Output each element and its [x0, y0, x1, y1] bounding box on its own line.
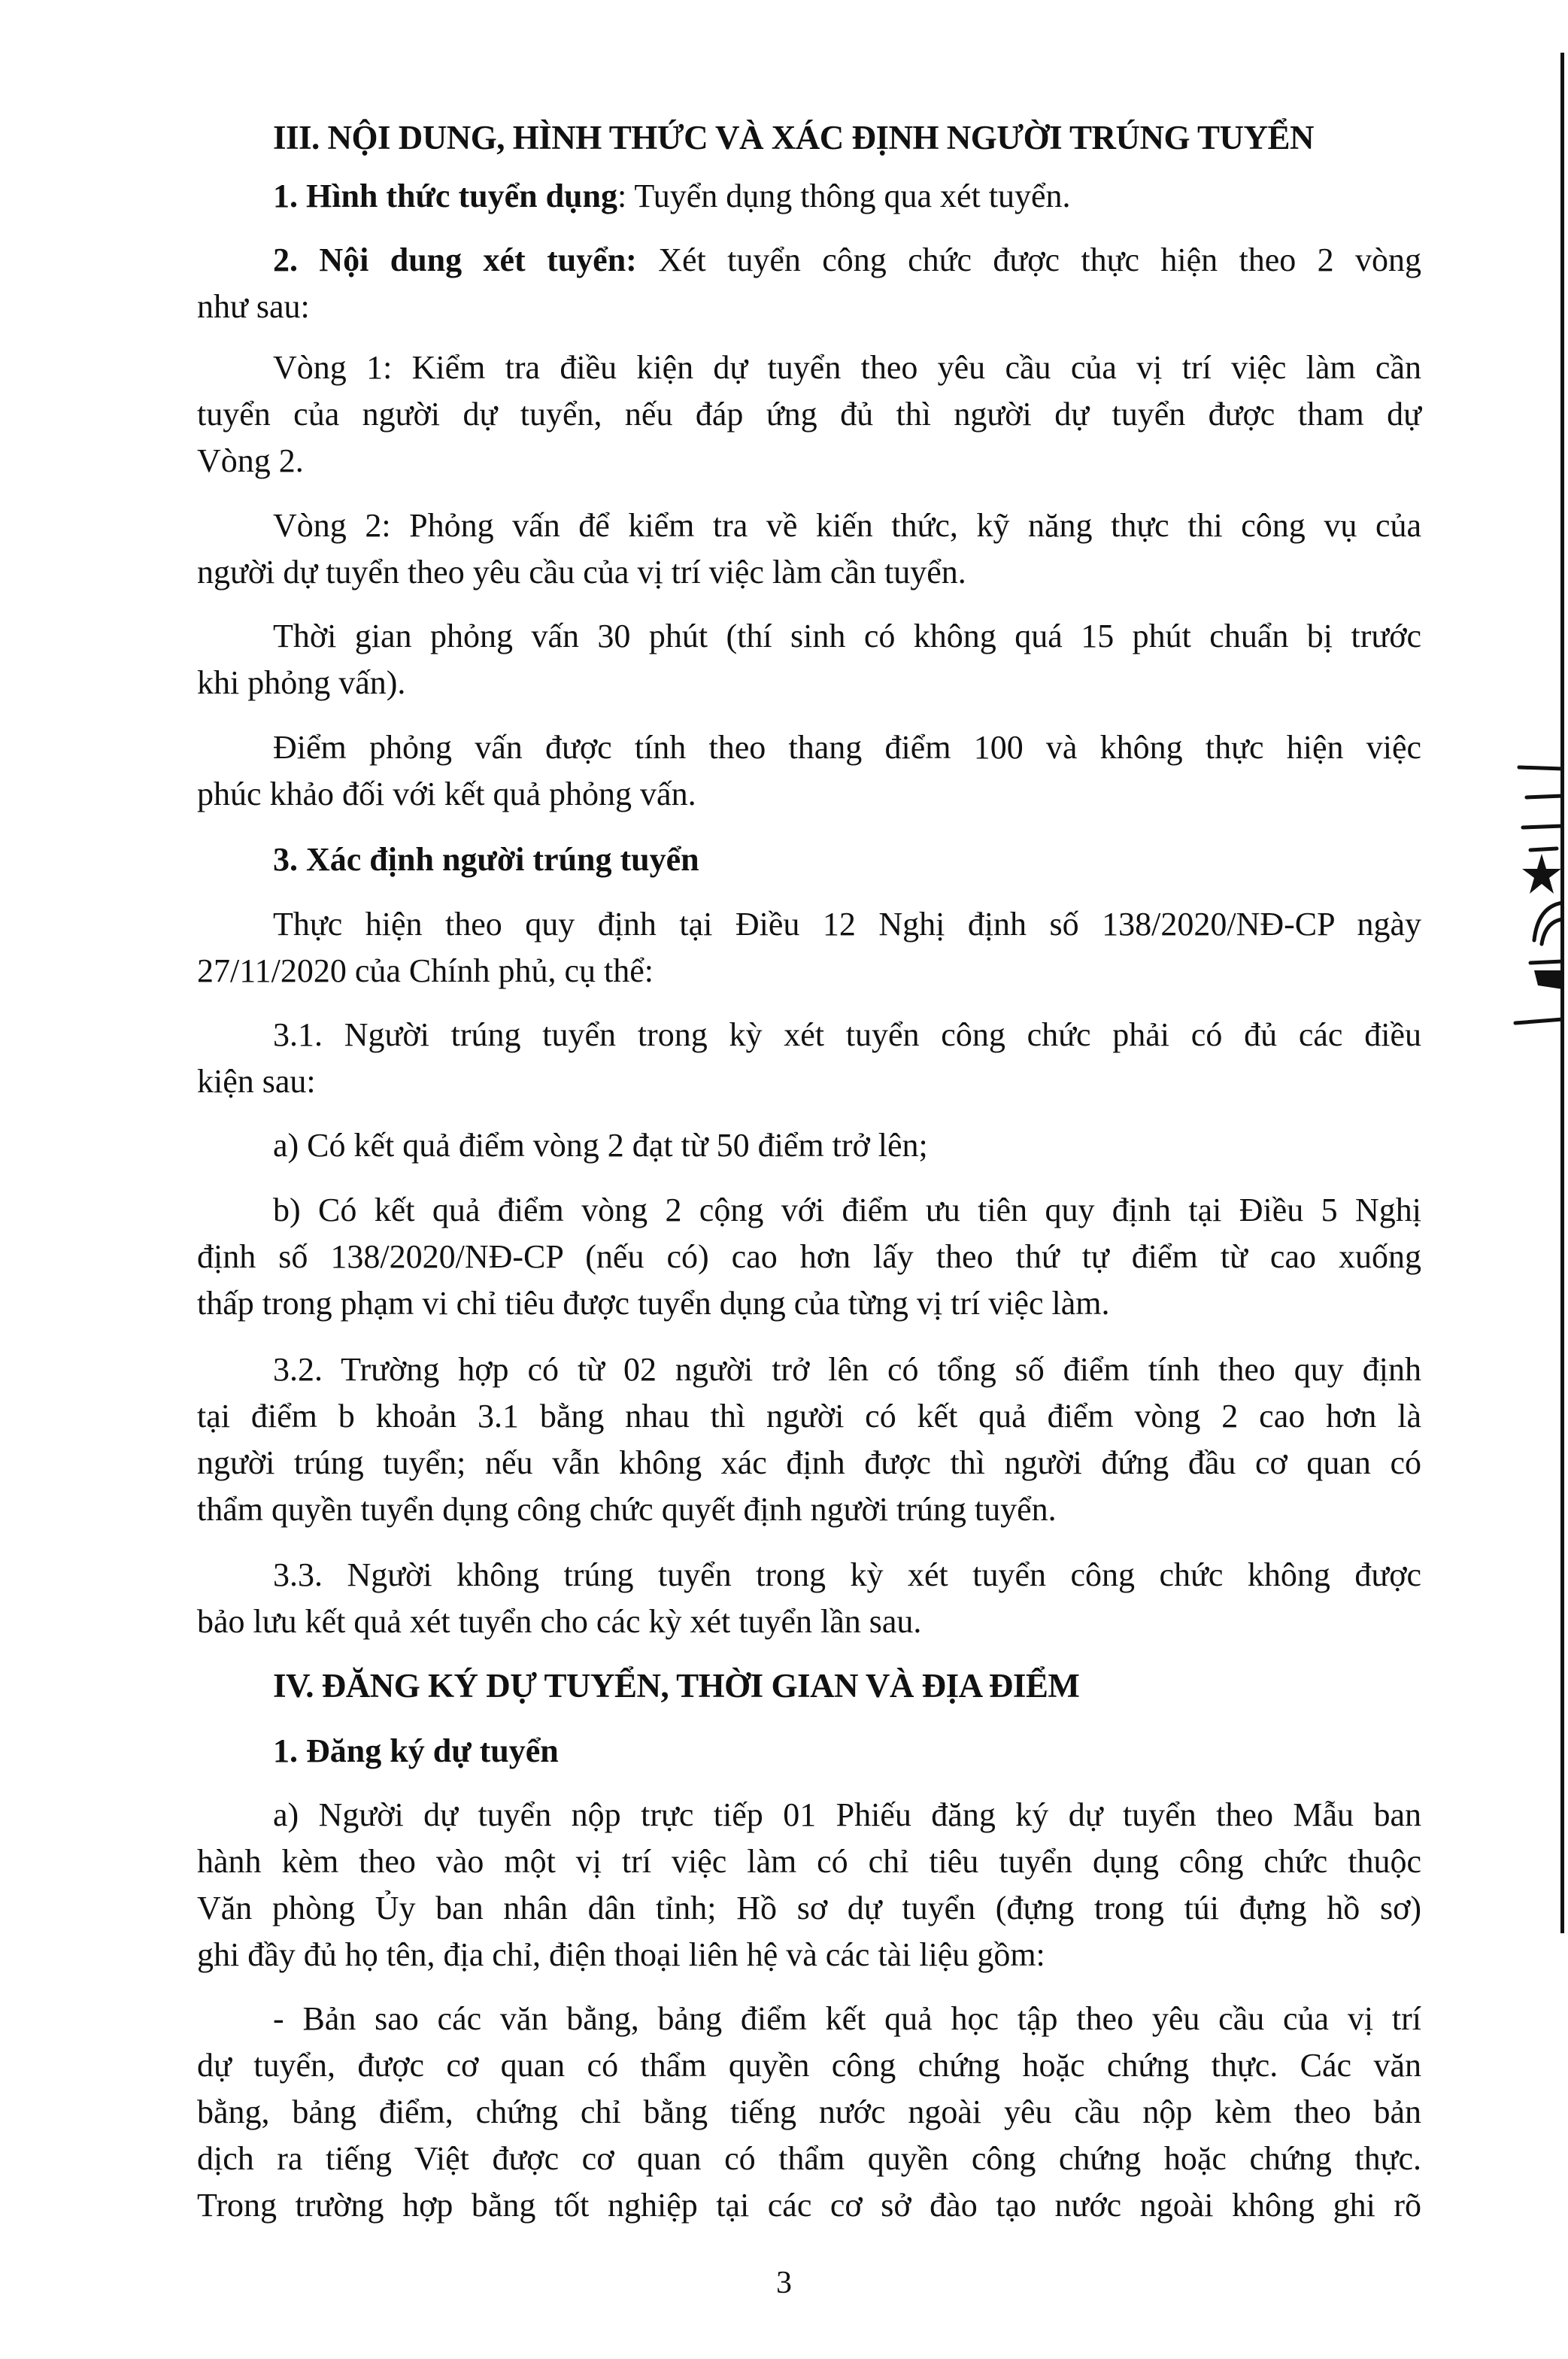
p32-line-3: người trúng tuyển; nếu vẫn không xác định được thì người đứng đầu cơ quan có — [197, 1444, 1421, 1481]
item-3-heading: 3. Xác định người trúng tuyển — [273, 841, 699, 878]
p31-line-2: kiện sau: — [197, 1063, 316, 1100]
diem-line-2: phúc khảo đối với kết quả phỏng vấn. — [197, 776, 696, 812]
p31b-line-3: thấp trong phạm vi chỉ tiêu được tuyển dụng của từng vị trí việc làm. — [197, 1285, 1110, 1322]
vong-1-line-1: Vòng 1: Kiểm tra điều kiện dự tuyển theo yêu cầu của vị trí việc làm cần — [273, 349, 1421, 386]
diem-line-1: Điểm phỏng vấn được tính theo thang điểm 100 và không thực hiện việc — [273, 729, 1421, 766]
ban-sao-line-1: - Bản sao các văn bằng, bảng điểm kết quả học tập theo yêu cầu của vị trí — [273, 2000, 1421, 2037]
dang-ky-a-line-3: Văn phòng Ủy ban nhân dân tỉnh; Hồ sơ dự tuyển (đựng trong túi đựng hồ sơ) — [197, 1890, 1421, 1926]
ban-sao-line-5: Trong trường hợp bằng tốt nghiệp tại các cơ sở đào tạo nước ngoài không ghi rõ — [197, 2187, 1421, 2224]
vong-2-line-2: người dự tuyển theo yêu cầu của vị trí việc làm cần tuyển. — [197, 554, 966, 591]
thuc-hien-line-2: 27/11/2020 của Chính phủ, cụ thể: — [197, 952, 654, 989]
thoi-gian-line-1: Thời gian phỏng vấn 30 phút (thí sinh có không quá 15 phút chuẩn bị trước — [273, 618, 1421, 654]
vong-1-line-2: tuyển của người dự tuyển, nếu đáp ứng đủ thì người dự tuyển được tham dự — [197, 396, 1421, 433]
seal-stamp-icon — [1497, 722, 1564, 1046]
vong-2-line-1: Vòng 2: Phỏng vấn để kiểm tra về kiến thức, kỹ năng thực thi công vụ của — [273, 507, 1421, 544]
p31a-line-1: a) Có kết quả điểm vòng 2 đạt từ 50 điểm trở lên; — [273, 1127, 928, 1164]
dang-ky-a-line-4: ghi đầy đủ họ tên, địa chỉ, điện thoại liên hệ và các tài liệu gồm: — [197, 1936, 1045, 1973]
p32-line-1: 3.2. Trường hợp có từ 02 người trở lên có tổng số điểm tính theo quy định — [273, 1351, 1421, 1388]
vong-1-line-3: Vòng 2. — [197, 442, 304, 479]
item-1-text: : Tuyển dụng thông qua xét tuyển. — [617, 178, 1071, 214]
item-1-label: 1. Hình thức tuyển dụng — [273, 178, 617, 214]
dang-ky-a-line-2: hành kèm theo vào một vị trí việc làm có chỉ tiêu tuyển dụng công chức thuộc — [197, 1843, 1421, 1880]
ban-sao-line-2: dự tuyển, được cơ quan có thẩm quyền công chứng hoặc chứng thực. Các văn — [197, 2047, 1421, 2084]
p32-line-2: tại điểm b khoản 3.1 bằng nhau thì người có kết quả điểm vòng 2 cao hơn là — [197, 1398, 1421, 1435]
thuc-hien-line-1: Thực hiện theo quy định tại Điều 12 Nghị định số 138/2020/NĐ-CP ngày — [273, 906, 1421, 943]
item-1-hinh-thuc — [273, 173, 1421, 220]
item-2-line-2: như sau: — [197, 288, 310, 325]
section-4-title: IV. ĐĂNG KÝ DỰ TUYỂN, THỜI GIAN VÀ ĐỊA ĐIỂM — [273, 1667, 1080, 1705]
ban-sao-line-4: dịch ra tiếng Việt được cơ quan có thẩm quyền công chứng hoặc chứng thực. — [197, 2140, 1421, 2177]
p32-line-4: thẩm quyền tuyển dụng công chức quyết định người trúng tuyển. — [197, 1491, 1057, 1528]
p31b-line-2: định số 138/2020/NĐ-CP (nếu có) cao hơn lấy theo thứ tự điểm từ cao xuống — [197, 1238, 1421, 1275]
p31-line-1: 3.1. Người trúng tuyển trong kỳ xét tuyển công chức phải có đủ các điều — [273, 1016, 1421, 1053]
page-number: 3 — [776, 2266, 792, 2300]
section-4-item-1-heading: 1. Đăng ký dự tuyển — [273, 1732, 559, 1769]
item-2-noi-dung — [273, 237, 1421, 284]
thoi-gian-line-2: khi phỏng vấn). — [197, 664, 406, 701]
item-2-text: Xét tuyển công chức được thực hiện theo 2 vòng — [636, 241, 1421, 278]
section-3-title: III. NỘI DUNG, HÌNH THỨC VÀ XÁC ĐỊNH NGƯỜI TRÚNG TUYỂN — [273, 119, 1314, 156]
dang-ky-a-line-1: a) Người dự tuyển nộp trực tiếp 01 Phiếu đăng ký dự tuyển theo Mẫu ban — [273, 1796, 1421, 1833]
p31b-line-1: b) Có kết quả điểm vòng 2 cộng với điểm ưu tiên quy định tại Điều 5 Nghị — [273, 1192, 1421, 1228]
ban-sao-line-3: bằng, bảng điểm, chứng chỉ bằng tiếng nước ngoài yêu cầu nộp kèm theo bản — [197, 2093, 1421, 2130]
p33-line-2: bảo lưu kết quả xét tuyển cho các kỳ xét tuyển lần sau. — [197, 1603, 922, 1640]
p33-line-1: 3.3. Người không trúng tuyển trong kỳ xét tuyển công chức không được — [273, 1556, 1421, 1593]
item-2-label: 2. Nội dung xét tuyển: — [273, 241, 637, 278]
